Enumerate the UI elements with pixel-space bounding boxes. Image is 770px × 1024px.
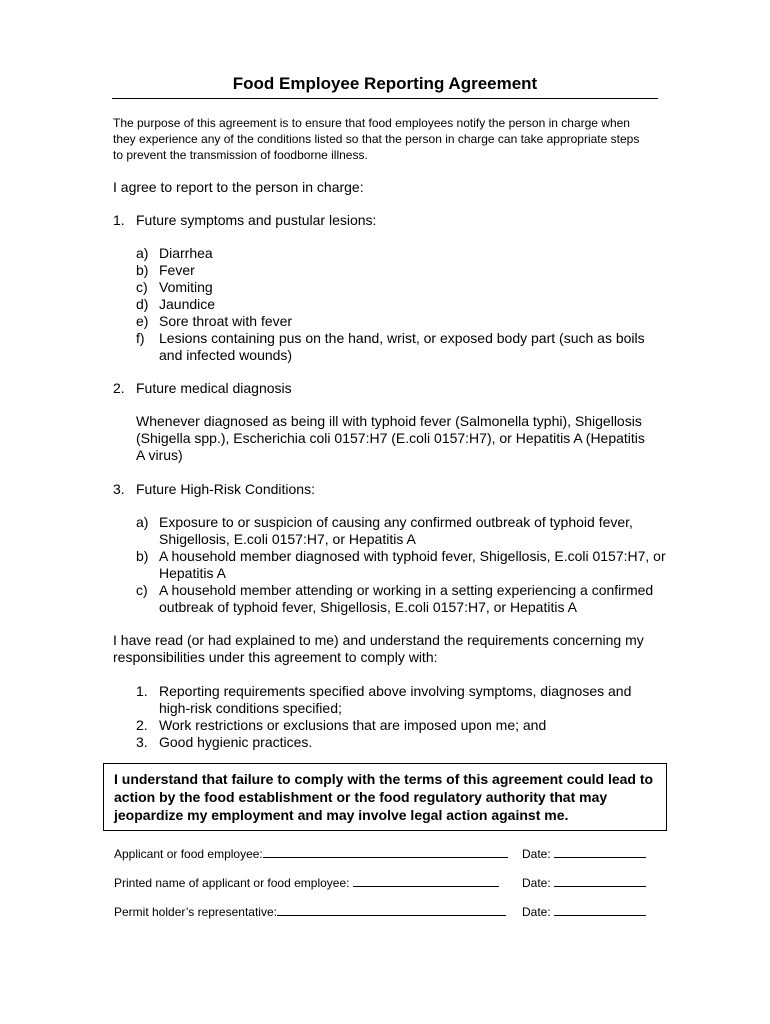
- date-line-printed-name: [522, 874, 646, 890]
- list-item: Diarrhea: [159, 245, 213, 261]
- list-item: Lesions containing pus on the hand, wrist, or exposed body part (such as boils and infected wounds): [159, 330, 645, 363]
- signature-label: Applicant or food employee:: [114, 847, 263, 861]
- understand-paragraph: I have read (or had explained to me) and understand the requirements concerning my responsibilities under this agreement to comply with:: [113, 632, 644, 665]
- list-item: Good hygienic practices.: [159, 734, 313, 750]
- list-item: A household member attending or working in a setting experiencing a confirmed outbreak of typhoid fever, Shigellosis, E.coli 0157:H7, or Hepatitis A: [159, 582, 654, 615]
- list-item: Jaundice: [159, 296, 216, 312]
- document-title: Food Employee Reporting Agreement: [232, 74, 538, 93]
- list-marker: d): [136, 296, 149, 312]
- date-line-applicant: [522, 845, 646, 861]
- list-marker: c): [136, 582, 148, 598]
- list-item: Reporting requirements specified above involving symptoms, diagnoses and high-risk conditions specified;: [159, 683, 632, 716]
- warning-text: I understand that failure to comply with the terms of this agreement could lead to action by the food establishment or the food regulatory authority that may jeopardize my employment and may involve legal action against me.: [114, 771, 654, 823]
- list-marker: e): [136, 313, 149, 329]
- section-marker: 3.: [113, 481, 125, 497]
- signature-field[interactable]: [277, 903, 506, 916]
- title-rule: [112, 98, 658, 99]
- section-heading: Future High-Risk Conditions:: [136, 481, 315, 497]
- signature-label: Printed name of applicant or food employee:: [114, 876, 350, 890]
- date-field[interactable]: [554, 903, 646, 916]
- date-field[interactable]: [554, 874, 646, 887]
- list-marker: 1.: [136, 683, 148, 699]
- list-marker: 3.: [136, 734, 148, 750]
- date-line-permit-holder: [522, 903, 646, 919]
- list-item: Vomiting: [159, 279, 213, 295]
- signature-line-applicant: [114, 845, 508, 861]
- list-marker: a): [136, 245, 149, 261]
- signature-label: Permit holder’s representative:: [114, 905, 277, 919]
- date-field[interactable]: [554, 845, 646, 858]
- list-marker: b): [136, 262, 149, 278]
- signature-field[interactable]: [263, 845, 508, 858]
- list-marker: f): [136, 330, 145, 346]
- warning-box: [103, 763, 667, 831]
- section-paragraph: Whenever diagnosed as being ill with typhoid fever (Salmonella typhi), Shigellosis (Shigella spp.), Escherichia coli 0157:H7 (E.coli 0157:H7), or Hepatitis A (Hepatitis A virus): [136, 413, 645, 463]
- list-marker: c): [136, 279, 148, 295]
- section-marker: 2.: [113, 380, 125, 396]
- list-item: Sore throat with fever: [159, 313, 293, 329]
- signature-line-permit-holder: [114, 903, 506, 919]
- date-label: Date:: [522, 847, 551, 861]
- intro-text: I agree to report to the person in charge:: [113, 179, 364, 195]
- list-marker: a): [136, 514, 149, 530]
- section-heading: Future medical diagnosis: [136, 380, 292, 396]
- list-marker: b): [136, 548, 149, 564]
- date-label: Date:: [522, 876, 551, 890]
- list-item: Exposure to or suspicion of causing any confirmed outbreak of typhoid fever, Shigellosis, E.coli 0157:H7, or Hepatitis A: [159, 514, 633, 547]
- section-heading: Future symptoms and pustular lesions:: [136, 212, 377, 228]
- signature-field[interactable]: [353, 874, 499, 887]
- signature-line-printed-name: [114, 874, 499, 890]
- date-label: Date:: [522, 905, 551, 919]
- list-marker: 2.: [136, 717, 148, 733]
- list-item: A household member diagnosed with typhoid fever, Shigellosis, E.coli 0157:H7, or Hepatitis A: [159, 548, 666, 581]
- list-item: Fever: [159, 262, 195, 278]
- section-marker: 1.: [113, 212, 125, 228]
- list-item: Work restrictions or exclusions that are imposed upon me; and: [159, 717, 547, 733]
- purpose-paragraph: The purpose of this agreement is to ensure that food employees notify the person in charge when they experience any of the conditions listed so that the person in charge can take appropriate steps to prevent the transmission of foodborne illness.: [113, 116, 640, 162]
